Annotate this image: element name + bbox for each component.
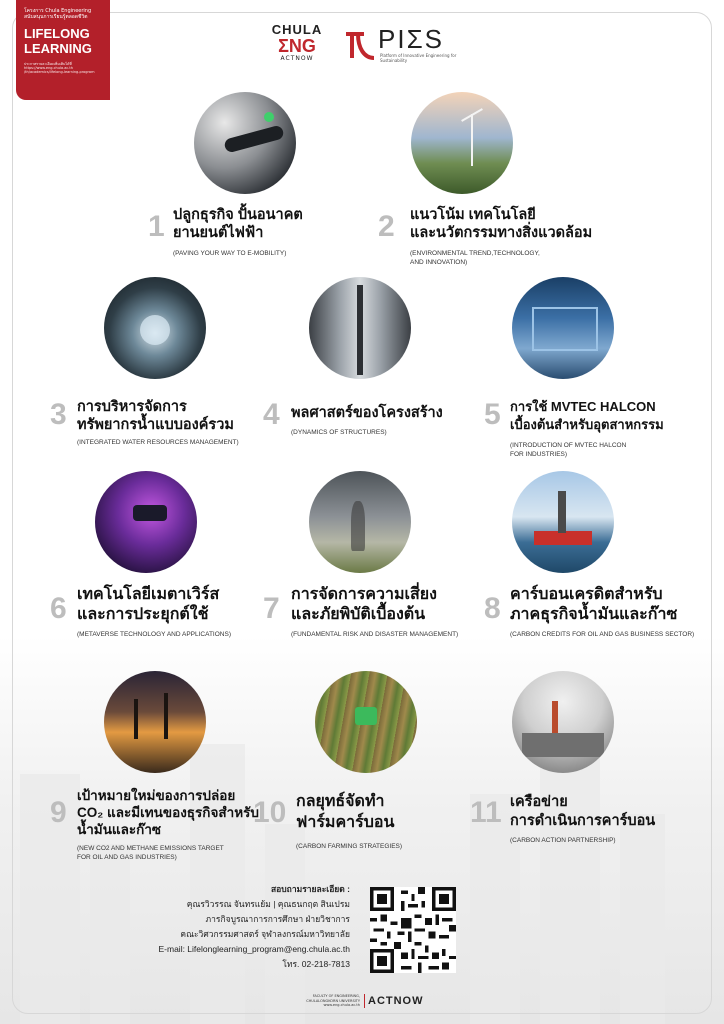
course-title-th: การจัดการความเสี่ยง — [291, 586, 437, 603]
course-title-en: FOR OIL AND GAS INDUSTRIES) — [77, 854, 177, 861]
badge-info: ประกาศรายละเอียดเพิ่มเติมได้ที่ https://www.eng.chula.ac.th /th/academics/lifelong-learning-program — [24, 62, 95, 74]
course-title-th: เทคโนโลยีเมตาเวิร์ส — [77, 586, 220, 603]
course-title-th: CO₂ และมีเทนของธุรกิจสำหรับ — [77, 805, 259, 820]
course-title-th: เบื้องต้นสำหรับอุตสาหกรรม — [510, 417, 664, 432]
industrial-facility-photo — [512, 277, 614, 379]
course-title-en: AND INNOVATION) — [410, 259, 468, 266]
course-title-en: FOR INDUSTRIES) — [510, 451, 568, 458]
course-title-th: กลยุทธ์จัดทำ — [296, 793, 385, 810]
course-number: 10 — [253, 796, 287, 829]
tornado-storm-photo — [309, 471, 411, 573]
chula-logo-top: CHULA — [271, 22, 323, 37]
course-title-th: น้ำมันและก๊าซ — [77, 822, 162, 837]
course-title-en: (INTRODUCTION OF MVTEC HALCON — [510, 442, 627, 449]
course-number: 6 — [50, 592, 67, 625]
course-title-th: คาร์บอนเครดิตสำหรับ — [510, 586, 663, 603]
course-title-th: และการประยุกต์ใช้ — [77, 606, 209, 623]
course-title-th: และภัยพิบัติเบื้องต้น — [291, 606, 426, 623]
course-title-th: การใช้ MVTEC HALCON — [510, 399, 656, 414]
course-title-th: ภาคธุรกิจน้ำมันและก๊าซ — [510, 606, 678, 623]
contact-info — [90, 882, 350, 972]
ev-charging-photo — [194, 92, 296, 194]
refinery-night-photo — [104, 671, 206, 773]
footer-faculty: FACULTY OF ENGINEERING, CHULALONGKORN UNIVERSITY www.eng.chula.ac.th — [306, 994, 360, 1007]
contact-names: คุณรวิวรรณ จันทรแย้ม | คุณธนกฤต สินเปรม — [186, 899, 350, 909]
course-number: 3 — [50, 398, 67, 431]
course-title-th: แนวโน้ม เทคโนโลยี — [410, 207, 536, 223]
course-number: 7 — [263, 592, 280, 625]
footer-actnow: ACTNOW — [368, 995, 424, 1007]
course-title-en: (NEW CO2 AND METHANE EMISSIONS TARGET — [77, 845, 224, 852]
course-title-en: (DYNAMICS OF STRUCTURES) — [291, 429, 387, 436]
contact-faculty: คณะวิศวกรรมศาสตร์ จุฬาลงกรณ์มหาวิทยาลัย — [180, 929, 350, 939]
badge-line1: โครงการ Chula Engineering — [24, 8, 92, 14]
course-title-en: (PAVING YOUR WAY TO E-MOBILITY) — [173, 250, 287, 257]
course-title-th: เครือข่าย — [510, 794, 568, 810]
pies-word: PIΣS — [378, 24, 444, 54]
oil-rig-photo — [512, 471, 614, 573]
course-title-en: (ENVIRONMENTAL TREND,TECHNOLOGY, — [410, 250, 540, 257]
course-title-th: ทรัพยากรน้ำแบบองค์รวม — [77, 417, 234, 433]
course-title-th: ยานยนต์ไฟฟ้า — [173, 225, 264, 241]
wind-turbine-photo — [411, 92, 513, 194]
factory-smoke-photo — [512, 671, 614, 773]
course-title-th: การดำเนินการคาร์บอน — [510, 813, 656, 829]
water-splash-photo — [104, 277, 206, 379]
course-title-en: (CARBON CREDITS FOR OIL AND GAS BUSINESS SECTOR) — [510, 631, 695, 638]
footer-logos — [300, 994, 430, 1010]
pies-logo — [344, 22, 464, 66]
course-title-th: ฟาร์มคาร์บอน — [296, 814, 395, 831]
course-number: 1 — [148, 210, 165, 243]
qr-code-icon[interactable] — [370, 887, 456, 973]
lifelong-learning-badge — [16, 0, 110, 100]
contact-heading: สอบถามรายละเอียด : — [270, 884, 350, 894]
chula-logo-act: ACTNOW — [280, 55, 314, 62]
chula-logo-eng: ΣNG — [278, 36, 316, 56]
course-title-en: (CARBON FARMING STRATEGIES) — [296, 843, 403, 850]
badge-line2: สนับสนุนการเรียนรู้ตลอดชีวิต — [24, 14, 88, 20]
contact-email[interactable]: E-mail: Lifelonglearning_program@eng.chula.ac.th — [158, 944, 350, 954]
course-number: 4 — [263, 398, 280, 431]
structures-photo — [309, 277, 411, 379]
chula-engineering-logo — [267, 22, 327, 62]
course-title-en: (CARBON ACTION PARTNERSHIP) — [510, 837, 616, 844]
course-number: 2 — [378, 210, 395, 243]
metaverse-vr-photo — [95, 471, 197, 573]
course-title-en: (METAVERSE TECHNOLOGY AND APPLICATIONS) — [77, 631, 231, 638]
course-title-en: (FUNDAMENTAL RISK AND DISASTER MANAGEMENT) — [291, 631, 459, 638]
course-title-en: (INTEGRATED WATER RESOURCES MANAGEMENT) — [77, 439, 239, 446]
badge-title2: LEARNING — [24, 41, 92, 56]
contact-unit: ภารกิจบูรณาการการศึกษา ฝ่ายวิชาการ — [205, 914, 350, 924]
contact-phone: โทร. 02-218-7813 — [282, 959, 350, 969]
course-number: 8 — [484, 592, 501, 625]
course-title-th: การบริหารจัดการ — [77, 399, 187, 415]
badge-title1: LIFELONG — [24, 26, 90, 41]
course-number: 5 — [484, 398, 501, 431]
course-number: 9 — [50, 796, 67, 829]
footer-divider — [364, 994, 365, 1008]
pies-mark-icon — [344, 28, 376, 62]
carbon-farm-photo — [315, 671, 417, 773]
pies-subtitle: Platform of Innovative Engineering for Sustainability — [380, 53, 457, 63]
course-number: 11 — [470, 796, 502, 829]
course-title-th: และนวัตกรรมทางสิ่งแวดล้อม — [410, 225, 593, 241]
course-title-th: พลศาสตร์ของโครงสร้าง — [291, 405, 443, 421]
course-title-th: เป้าหมายใหม่ของการปล่อย — [77, 788, 236, 803]
course-title-th: ปลูกธุรกิจ ปั้นอนาคต — [173, 207, 303, 223]
